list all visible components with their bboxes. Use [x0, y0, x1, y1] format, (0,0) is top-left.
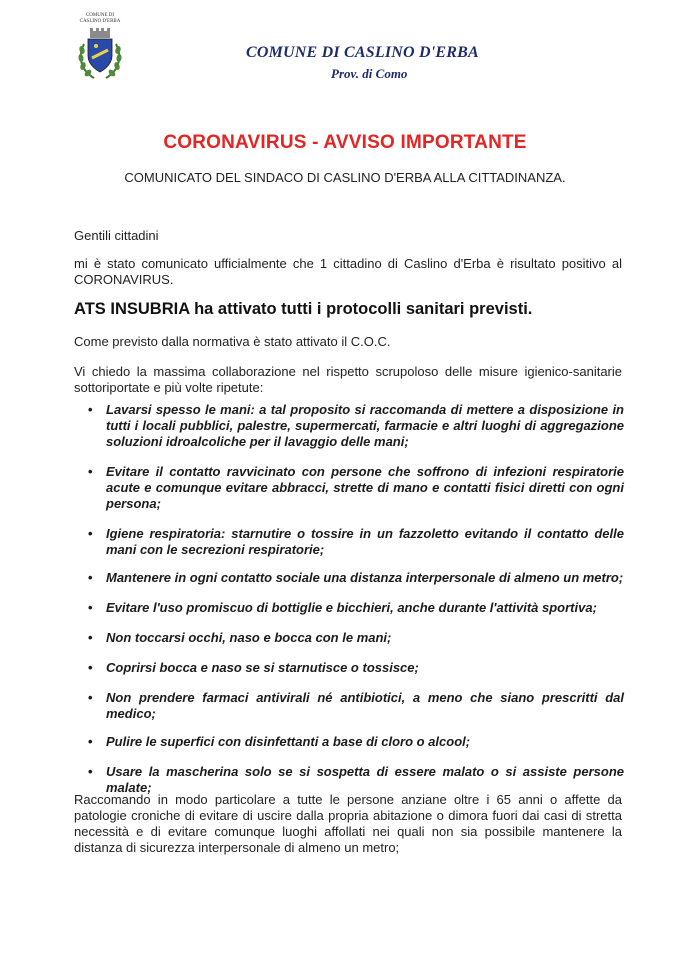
measure-text: Igiene respiratoria: starnutire o tossire in un fazzoletto evitando il contatto delle mani con le secrezioni respiratorie;: [106, 526, 624, 557]
request-paragraph: Vi chiedo la massima collaborazione nel rispetto scrupoloso delle misure igienico-sanitarie sottoriportate e più volte ripetute:: [74, 364, 622, 395]
closing-paragraph: Raccomando in modo particolare a tutte le persone anziane oltre i 65 anni o affette da patologie croniche di evitare di uscire dalla propria abitazione o dimora fuori dai casi di stretta necessità e di evitare comunque luoghi affollati nei quali non sia possibile mantenere la distanza di sicurezza interpersonale di almeno un metro;: [74, 792, 622, 855]
list-item: [88, 630, 624, 646]
list-item: [88, 734, 624, 750]
list-item: [88, 690, 624, 722]
measure-text: Evitare l'uso promiscuo di bottiglie e bicchieri, anche durante l'attività sportiva;: [106, 600, 597, 615]
bullet-dot: •: [88, 764, 93, 779]
bullet-dot: •: [88, 402, 93, 417]
intro-paragraph: mi è stato comunicato ufficialmente che 1 cittadino di Caslino d'Erba è risultato positivo al CORONAVIRUS.: [74, 256, 622, 287]
bullet-dot: •: [88, 690, 93, 705]
greeting: Gentili cittadini: [74, 228, 159, 243]
list-item: [88, 660, 624, 676]
bullet-dot: •: [88, 570, 93, 585]
bullet-dot: •: [88, 734, 93, 749]
bullet-dot: •: [88, 464, 93, 479]
notice-subtitle: COMUNICATO DEL SINDACO DI CASLINO D'ERBA ALLA CITTADINANZA.: [124, 170, 566, 185]
measure-text: Evitare il contatto ravvicinato con persone che soffrono di infezioni respiratorie acute e comunque evitare abbracci, strette di mano e contatti fisici diretti con ogni persona;: [106, 464, 624, 511]
measure-text: Non prendere farmaci antivirali né antibiotici, a meno che siano prescritti dal medico;: [106, 690, 624, 721]
bullet-dot: •: [88, 600, 93, 615]
list-item: [88, 464, 624, 512]
notice-title: CORONAVIRUS - AVVISO IMPORTANTE: [163, 132, 527, 153]
province-name: Prov. di Como: [331, 66, 408, 81]
municipality-name: COMUNE DI CASLINO D'ERBA: [246, 44, 479, 61]
measure-text: Coprirsi bocca e naso se si starnutisce o tossisce;: [106, 660, 419, 675]
bullet-dot: •: [88, 660, 93, 675]
list-item: [88, 570, 624, 586]
measure-text: Non toccarsi occhi, naso e bocca con le mani;: [106, 630, 392, 645]
bullet-dot: •: [88, 526, 93, 541]
list-item: [88, 526, 624, 558]
crest-label: COMUNE DI CASLINO D'ERBA: [79, 13, 121, 24]
bullet-dot: •: [88, 630, 93, 645]
list-item: [88, 402, 624, 450]
measure-text: Pulire le superfici con disinfettanti a base di cloro o alcool;: [106, 734, 471, 749]
coc-statement: Come previsto dalla normativa è stato attivato il C.O.C.: [74, 334, 391, 349]
measure-text: Lavarsi spesso le mani: a tal proposito si raccomanda di mettere a disposizione in tutti i locali pubblici, palestre, supermercati, farmacie e altri luoghi di aggregazione soluzioni idroalcoliche per il lavaggio delle mani;: [106, 402, 624, 449]
ats-statement: ATS INSUBRIA ha attivato tutti i protocolli sanitari previsti.: [74, 300, 533, 318]
measure-text: Mantenere in ogni contatto sociale una distanza interpersonale di almeno un metro;: [106, 570, 624, 585]
list-item: [88, 600, 624, 616]
measure-text: Usare la mascherina solo se si sospetta di essere malato o si assiste persone malate;: [106, 764, 624, 795]
